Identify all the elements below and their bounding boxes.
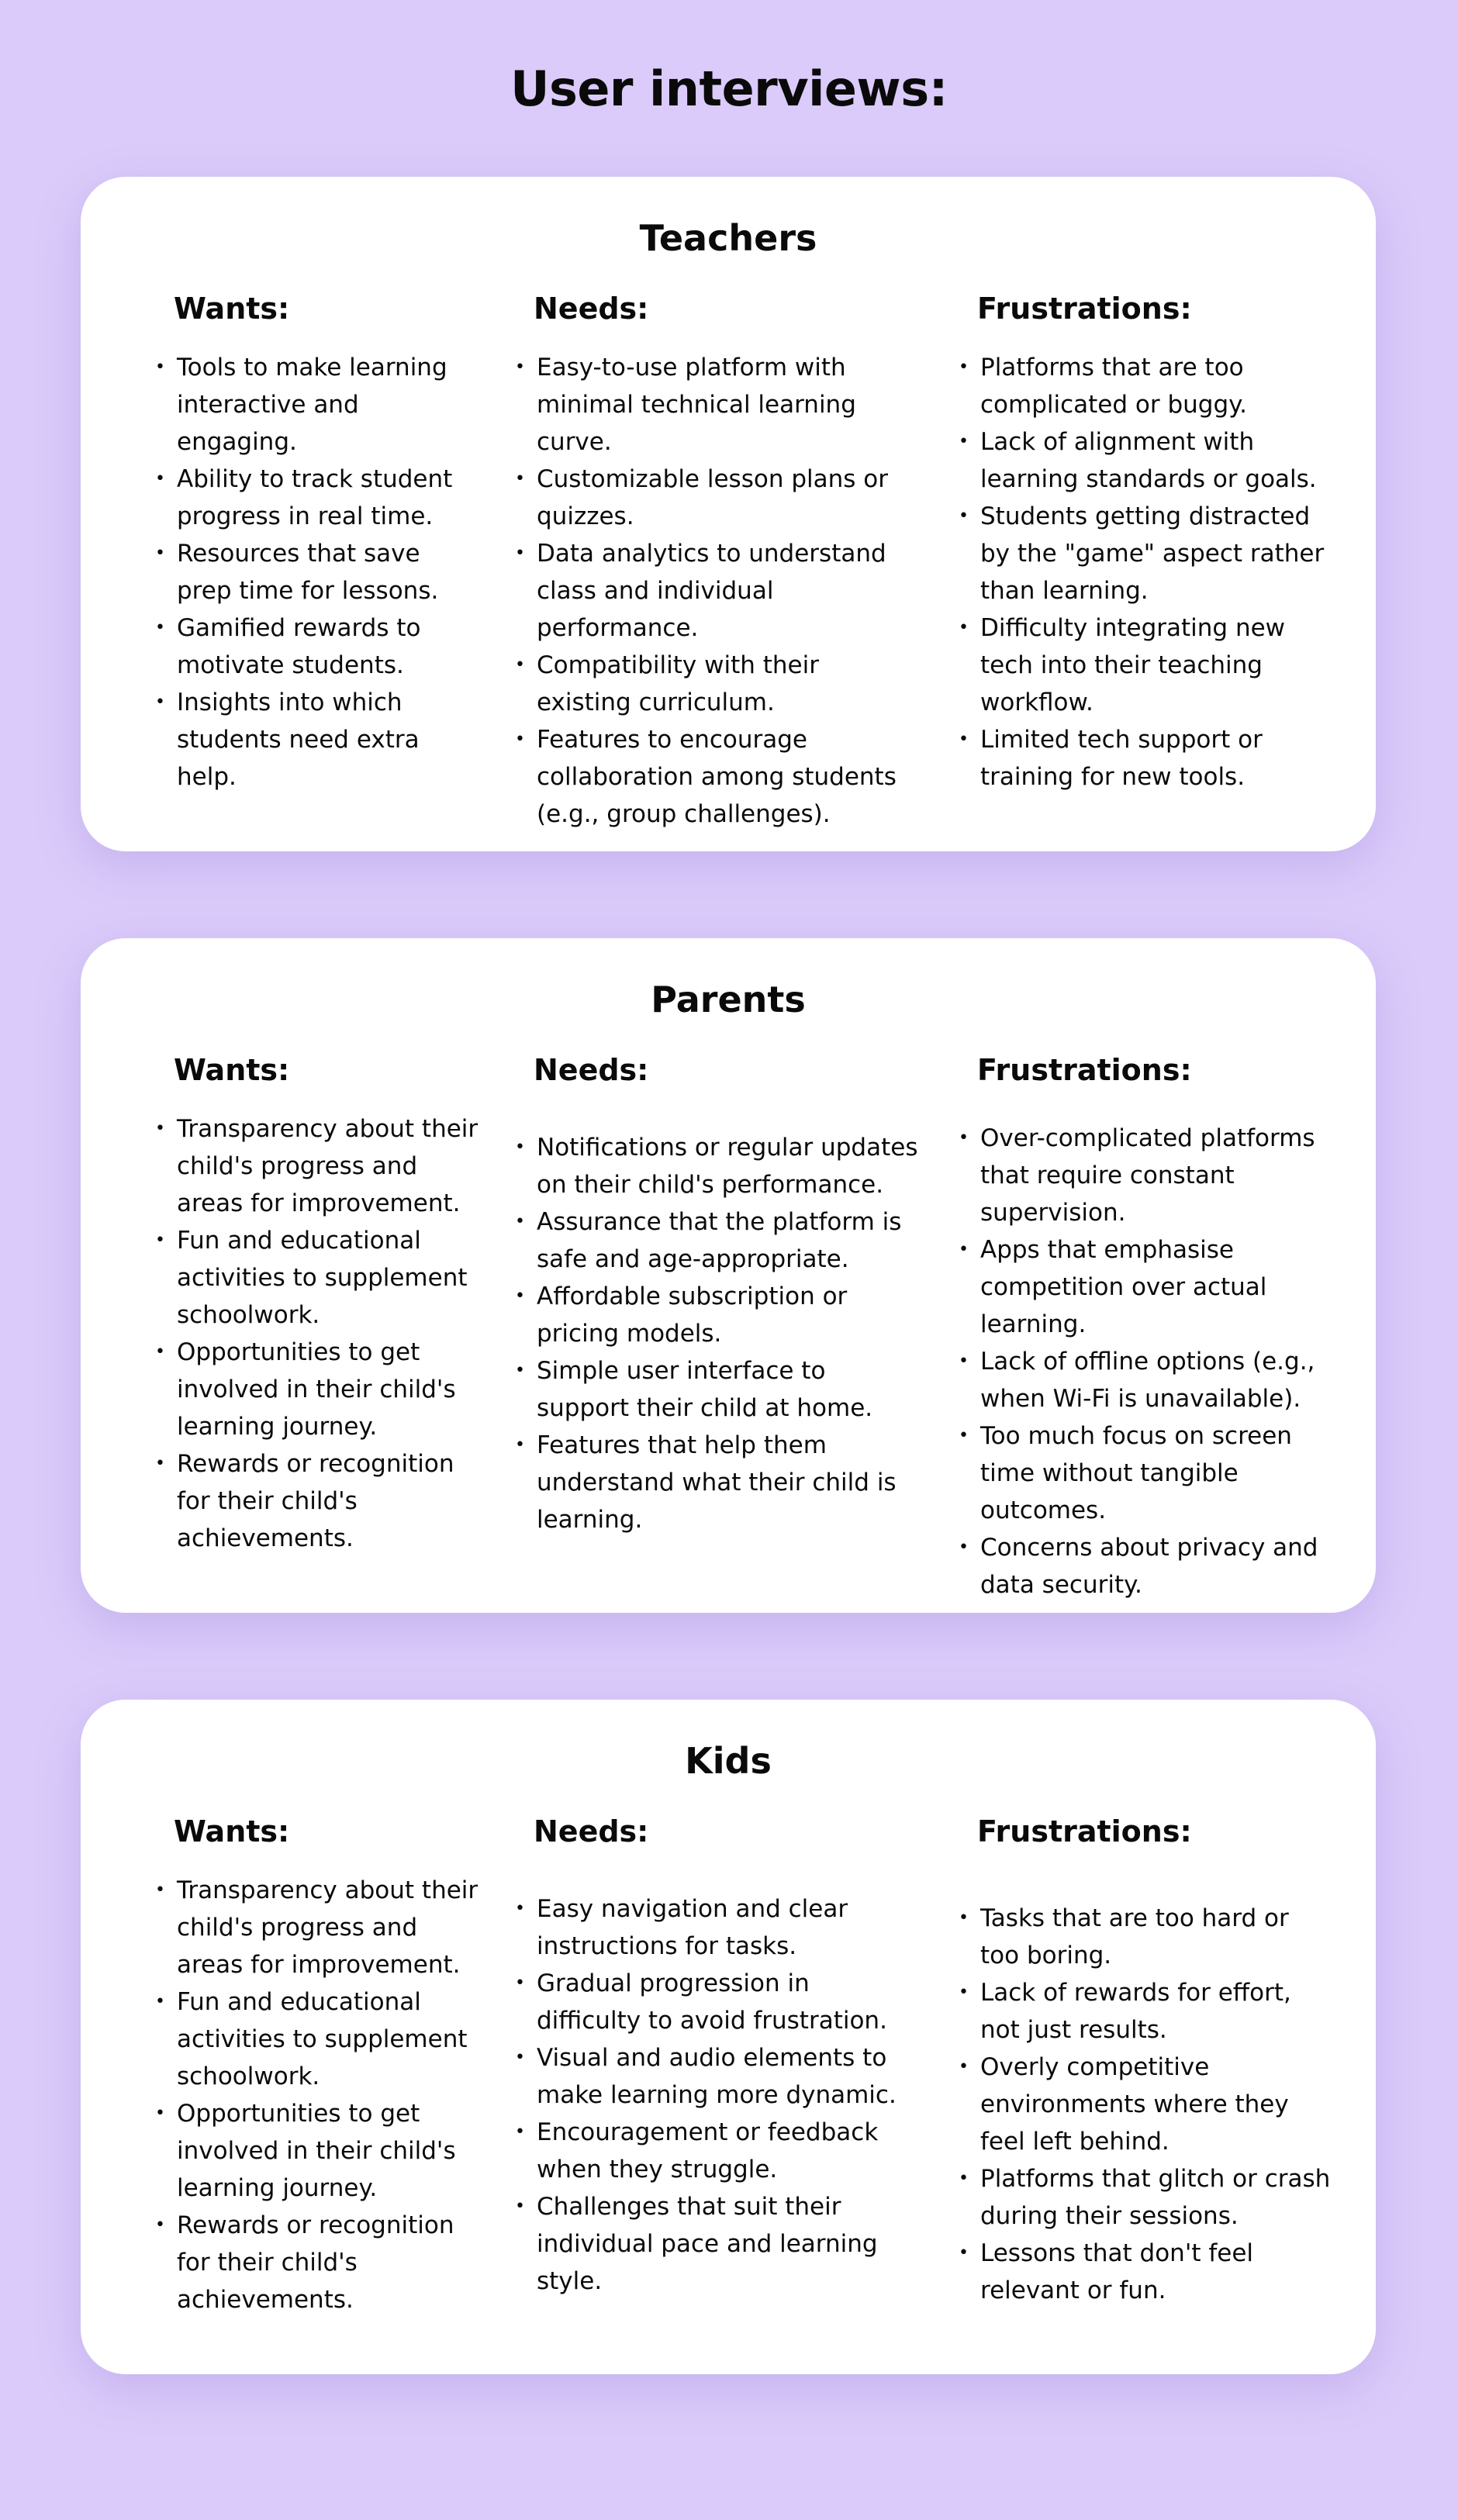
frustrations-heading: Frustrations:: [977, 1814, 1192, 1849]
list-item: • Lack of offline options (e.g., when Wi-Fi is unavailable).: [959, 1343, 1331, 1417]
frustrations-list: [959, 1900, 1331, 2309]
needs-heading: Needs:: [534, 1814, 649, 1849]
card-kids: [81, 1700, 1376, 2374]
list-item: • Easy navigation and clear instructions for tasks.: [515, 1890, 918, 1965]
list-item: • Gradual progression in difficulty to avoid frustration.: [515, 1965, 918, 2039]
needs-list: [515, 1890, 918, 2300]
list-item: • Tasks that are too hard or too boring.: [959, 1900, 1331, 1974]
list-item: • Difficulty integrating new tech into their teaching workflow.: [959, 609, 1331, 721]
wants-heading: Wants:: [174, 1814, 290, 1849]
wants-heading: Wants:: [174, 1053, 290, 1087]
page-title: User interviews:: [510, 60, 948, 117]
list-item: • Notifications or regular updates on their child's performance.: [515, 1129, 918, 1203]
list-item: • Challenges that suit their individual pace and learning style.: [515, 2188, 918, 2300]
list-item: • Rewards or recognition for their child's achievements.: [155, 1445, 481, 1557]
card-title: Parents: [651, 979, 806, 1020]
list-item: • Customizable lesson plans or quizzes.: [515, 461, 918, 535]
list-item: • Encouragement or feedback when they struggle.: [515, 2114, 918, 2188]
list-item: • Overly competitive environments where they feel left behind.: [959, 2049, 1331, 2160]
list-item: • Tools to make learning interactive and engaging.: [155, 349, 481, 461]
list-item: • Rewards or recognition for their child's achievements.: [155, 2207, 481, 2318]
list-item: • Simple user interface to support their child at home.: [515, 1352, 918, 1427]
list-item: • Transparency about their child's progress and areas for improvement.: [155, 1110, 481, 1222]
frustrations-heading: Frustrations:: [977, 292, 1192, 326]
needs-list: [515, 349, 918, 833]
list-item: • Lack of rewards for effort, not just results.: [959, 1974, 1331, 2049]
list-item: • Opportunities to get involved in their child's learning journey.: [155, 2095, 481, 2207]
list-item: • Assurance that the platform is safe and age-appropriate.: [515, 1203, 918, 1278]
list-item: • Ability to track student progress in real time.: [155, 461, 481, 535]
needs-heading: Needs:: [534, 1053, 649, 1087]
list-item: • Too much focus on screen time without tangible outcomes.: [959, 1417, 1331, 1529]
card-teachers: [81, 177, 1376, 851]
needs-heading: Needs:: [534, 292, 649, 326]
frustrations-heading: Frustrations:: [977, 1053, 1192, 1087]
list-item: • Gamified rewards to motivate students.: [155, 609, 481, 684]
list-item: • Visual and audio elements to make learning more dynamic.: [515, 2039, 918, 2114]
wants-list: [155, 1872, 481, 2318]
list-item: • Resources that save prep time for lessons.: [155, 535, 481, 609]
wants-list: [155, 1110, 481, 1557]
list-item: • Over-complicated platforms that require constant supervision.: [959, 1120, 1331, 1231]
list-item: • Data analytics to understand class and individual performance.: [515, 535, 918, 647]
list-item: • Concerns about privacy and data security.: [959, 1529, 1331, 1603]
list-item: • Apps that emphasise competition over actual learning.: [959, 1231, 1331, 1343]
list-item: • Platforms that are too complicated or buggy.: [959, 349, 1331, 423]
list-item: • Transparency about their child's progress and areas for improvement.: [155, 1872, 481, 1983]
list-item: • Compatibility with their existing curriculum.: [515, 647, 918, 721]
list-item: • Opportunities to get involved in their child's learning journey.: [155, 1334, 481, 1445]
list-item: • Lack of alignment with learning standards or goals.: [959, 423, 1331, 498]
frustrations-list: [959, 349, 1331, 796]
list-item: • Limited tech support or training for new tools.: [959, 721, 1331, 796]
wants-heading: Wants:: [174, 292, 290, 326]
list-item: • Features that help them understand what their child is learning.: [515, 1427, 918, 1538]
list-item: • Fun and educational activities to supplement schoolwork.: [155, 1222, 481, 1334]
card-parents: [81, 938, 1376, 1613]
list-item: • Lessons that don't feel relevant or fun.: [959, 2235, 1331, 2309]
wants-list: [155, 349, 481, 796]
frustrations-list: [959, 1120, 1331, 1603]
list-item: • Platforms that glitch or crash during their sessions.: [959, 2160, 1331, 2235]
card-title: Teachers: [639, 217, 817, 259]
needs-list: [515, 1129, 918, 1538]
list-item: • Students getting distracted by the "game" aspect rather than learning.: [959, 498, 1331, 609]
list-item: • Affordable subscription or pricing models.: [515, 1278, 918, 1352]
list-item: • Fun and educational activities to supplement schoolwork.: [155, 1983, 481, 2095]
list-item: • Easy-to-use platform with minimal technical learning curve.: [515, 349, 918, 461]
list-item: • Features to encourage collaboration among students (e.g., group challenges).: [515, 721, 918, 833]
list-item: • Insights into which students need extra help.: [155, 684, 481, 796]
card-title: Kids: [685, 1740, 772, 1782]
